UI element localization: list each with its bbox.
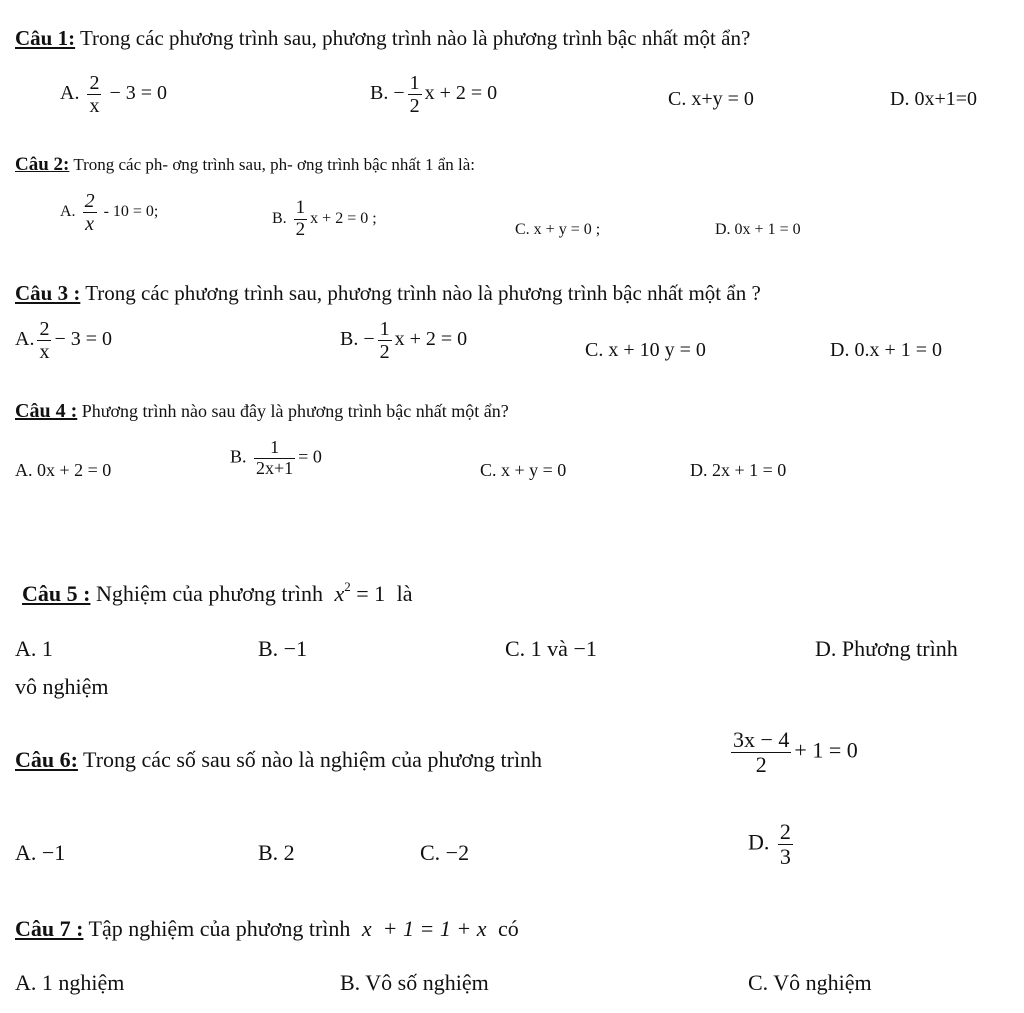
q7-option-b: B. Vô số nghiệm [340, 970, 489, 995]
q4-option-b-rest: = 0 [298, 446, 322, 467]
q2-option-b [272, 198, 377, 241]
question-6 [15, 747, 542, 773]
q2-option-a [60, 190, 158, 235]
q3-option-c: C. x + 10 y = 0 [585, 339, 706, 361]
q5-equation-rest: = 1 [356, 581, 386, 606]
fraction-denominator: 2 [295, 218, 306, 240]
question-5 [22, 581, 413, 607]
question-6-label: Câu 6: [15, 747, 78, 772]
fraction-numerator: 3x − 4 [733, 727, 790, 752]
question-7-label: Câu 7 : [15, 916, 84, 941]
q4-option-b-letter: B. [230, 446, 247, 467]
q6-option-a: A. −1 [15, 840, 66, 865]
q5-equation-var: x [334, 581, 345, 606]
q4-option-c: C. x + y = 0 [480, 460, 567, 480]
q1-option-a-letter: A. [60, 82, 80, 105]
fraction-numerator: 2 [39, 318, 50, 340]
fraction-numerator: 1 [295, 197, 306, 218]
q5-option-b: B. −1 [258, 636, 308, 661]
question-2-label: Câu 2: [15, 154, 70, 175]
fraction-denominator: x [89, 95, 100, 117]
q6-option-c: C. −2 [420, 840, 470, 865]
q2-option-c: C. x + y = 0 ; [515, 221, 601, 238]
q2-option-b-letter: B. [272, 210, 287, 228]
question-4-text: Phương trình nào sau đây là phương trình bậc nhất một ẩn? [77, 401, 509, 421]
question-1-label: Câu 1: [15, 26, 76, 50]
question-1-text: Trong các phương trình sau, phương trình nào là phương trình bậc nhất một ẩn? [75, 26, 751, 50]
question-2-text: Trong các ph- ơng trình sau, ph- ơng trình bậc nhất 1 ẩn là: [69, 155, 475, 174]
fraction-denominator: x [85, 213, 94, 235]
q6-option-b: B. 2 [258, 840, 295, 865]
fraction-numerator: 1 [379, 318, 390, 340]
q6-option-d [748, 820, 796, 869]
question-5-text: Nghiệm của phương trình [90, 581, 323, 606]
q5-equation-exponent: 2 [344, 579, 351, 594]
q5-option-d: D. Phương trình [815, 636, 958, 661]
q3-option-b [340, 318, 467, 363]
q7-equation: x + 1 = 1 + x [361, 916, 487, 941]
fraction-numerator: 1 [409, 72, 420, 94]
fraction-numerator: 2 [779, 819, 791, 844]
question-5-label: Câu 5 : [22, 581, 91, 606]
q3-option-a-fraction [37, 318, 51, 363]
question-7 [15, 916, 519, 942]
q1-option-c: C. x+y = 0 [668, 88, 754, 110]
q2-option-b-rest: x + 2 = 0 ; [310, 210, 377, 228]
q6-equation [728, 728, 858, 777]
fraction-denominator: 3 [779, 844, 791, 870]
q4-option-b-fraction [254, 438, 295, 479]
q5-option-a: A. 1 [15, 636, 53, 661]
q3-option-b-fraction [378, 318, 392, 363]
q1-option-b [370, 72, 497, 117]
fraction-denominator: 2 [409, 95, 420, 117]
q2-option-d: D. 0x + 1 = 0 [715, 221, 801, 238]
q2-option-a-letter: A. [60, 203, 76, 221]
fraction-denominator: 2 [379, 341, 390, 363]
q1-option-a-rest: − 3 = 0 [109, 82, 168, 105]
question-1 [15, 26, 750, 51]
question-4-label: Câu 4 : [15, 400, 78, 422]
question-6-text: Trong các số sau số nào là nghiệm của phương trình [77, 747, 543, 772]
q4-option-b [230, 438, 322, 479]
fraction-numerator: 1 [254, 438, 295, 459]
q1-option-b-letter: B. [370, 82, 389, 105]
q6-equation-fraction [731, 728, 791, 777]
question-4 [15, 400, 509, 423]
q1-option-a [60, 72, 167, 117]
q4-option-d: D. 2x + 1 = 0 [690, 460, 787, 480]
q5-tail: là [396, 581, 413, 606]
q2-option-a-rest: - 10 = 0; [103, 203, 159, 221]
q3-option-a [15, 318, 112, 363]
page-top-edge [0, 0, 1024, 4]
fraction-denominator: 2 [755, 752, 767, 778]
q7-tail: có [497, 916, 519, 941]
q1-option-b-minus: − [393, 82, 405, 105]
q3-option-d: D. 0.x + 1 = 0 [830, 339, 943, 361]
question-2 [15, 154, 475, 176]
fraction-denominator: x [39, 341, 50, 363]
q1-option-a-fraction [87, 72, 101, 117]
q3-option-b-letter: B. [340, 328, 359, 351]
q3-option-b-minus: − [363, 328, 375, 351]
q7-option-c: C. Vô nghiệm [748, 970, 872, 995]
fraction-denominator: 2x+1 [256, 457, 294, 478]
q1-option-b-fraction [408, 72, 422, 117]
q6-option-d-letter: D. [748, 829, 770, 855]
q2-option-a-fraction [83, 190, 97, 235]
fraction-numerator: 2 [84, 190, 95, 212]
question-7-text: Tập nghiệm của phương trình [83, 916, 351, 941]
q5-option-d-continued: vô nghiệm [15, 674, 109, 699]
q1-option-b-rest: x + 2 = 0 [424, 82, 498, 105]
q6-equation-rest: + 1 = 0 [794, 737, 858, 763]
q7-option-a: A. 1 nghiệm [15, 970, 125, 995]
q5-option-c: C. 1 và −1 [505, 636, 597, 661]
q1-option-d: D. 0x+1=0 [890, 88, 978, 110]
q6-option-d-fraction [778, 820, 793, 869]
q3-option-a-letter: A. [15, 328, 35, 351]
fraction-numerator: 2 [89, 72, 100, 94]
question-3-text: Trong các phương trình sau, phương trình nào là phương trình bậc nhất một ẩn ? [80, 281, 761, 305]
question-3 [15, 281, 761, 306]
q3-option-b-rest: x + 2 = 0 [394, 328, 468, 351]
q3-option-a-rest: − 3 = 0 [54, 328, 113, 351]
q2-option-b-fraction [294, 198, 308, 241]
question-3-label: Câu 3 : [15, 281, 81, 305]
q4-option-a: A. 0x + 2 = 0 [15, 460, 112, 480]
